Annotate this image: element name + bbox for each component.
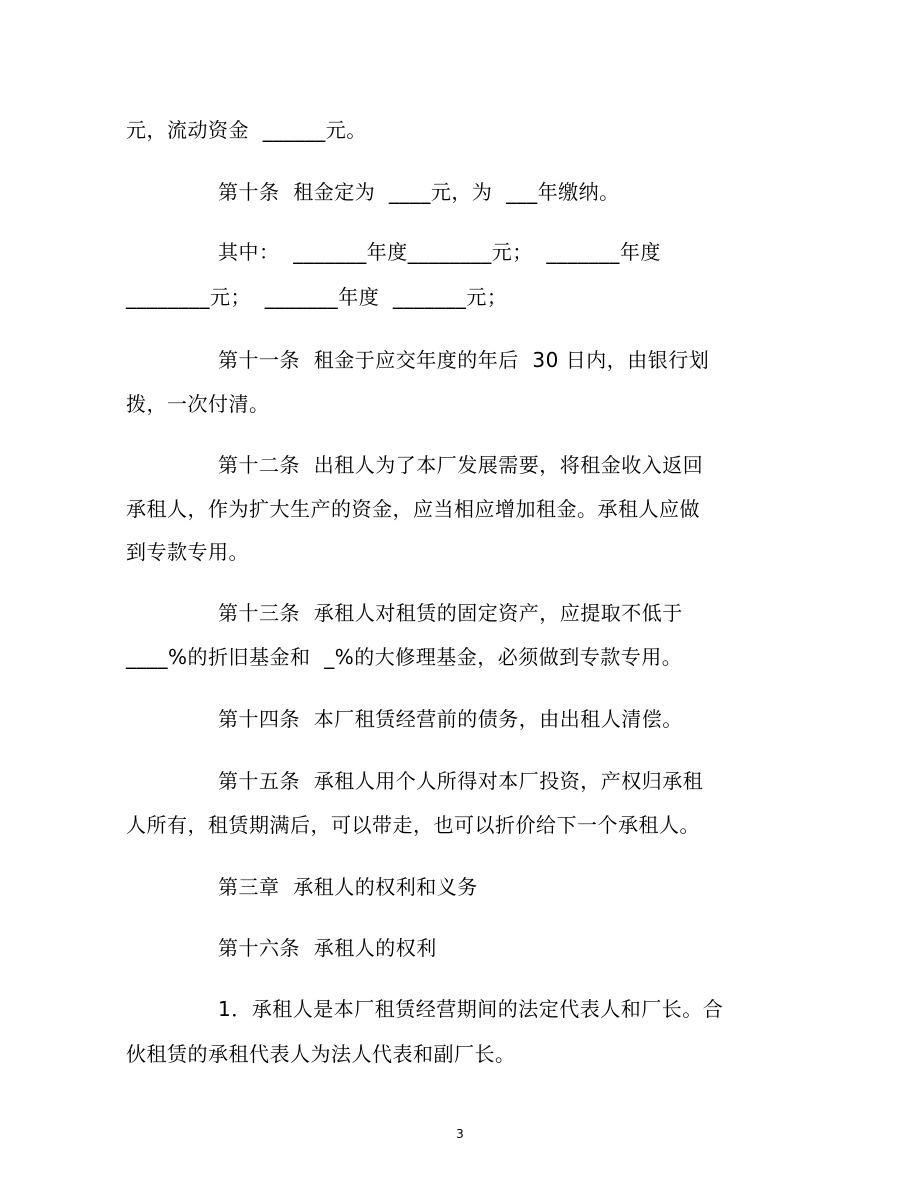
text-line: ____%的折旧基金和 _%的大修理基金，必须做到专款专用。 bbox=[126, 645, 683, 669]
text-line: 承租人，作为扩大生产的资金，应当相应增加租金。承租人应做 bbox=[126, 497, 700, 521]
text-line: 元，流动资金 ______元。 bbox=[126, 118, 367, 142]
text-line: 第十二条 出租人为了本厂发展需要，将租金收入返回 bbox=[218, 453, 704, 477]
text-line: 1．承租人是本厂租赁经营期间的法定代表人和厂长。合 bbox=[218, 997, 724, 1021]
section-heading: 第三章 承租人的权利和义务 bbox=[218, 875, 478, 899]
text-line: 人所有，租赁期满后，可以带走，也可以折价给下一个承租人。 bbox=[126, 813, 700, 837]
text-line: 拨，一次付清。 bbox=[126, 392, 270, 416]
page-number: 3 bbox=[456, 1127, 464, 1141]
text-line: 其中： _______年度________元； _______年度 bbox=[218, 240, 661, 264]
article-heading: 第十六条 承租人的权利 bbox=[218, 936, 437, 960]
text-line: 第十三条 承租人对租赁的固定资产，应提取不低于 bbox=[218, 601, 683, 625]
text-line: 到专款专用。 bbox=[126, 540, 249, 564]
text-line: ________元； _______年度 _______元； bbox=[126, 285, 508, 309]
text-line: 第十条 租金定为 ____元，为 ___年缴纳。 bbox=[218, 180, 620, 204]
text-line: 第十四条 本厂租赁经营前的债务，由出租人清偿。 bbox=[218, 707, 683, 731]
text-line: 伙租赁的承租代表人为法人代表和副厂长。 bbox=[126, 1042, 516, 1066]
text-line: 第十一条 租金于应交年度的年后 30 日内，由银行划 bbox=[218, 348, 710, 372]
text-line: 第十五条 承租人用个人所得对本厂投资，产权归承租 bbox=[218, 769, 704, 793]
